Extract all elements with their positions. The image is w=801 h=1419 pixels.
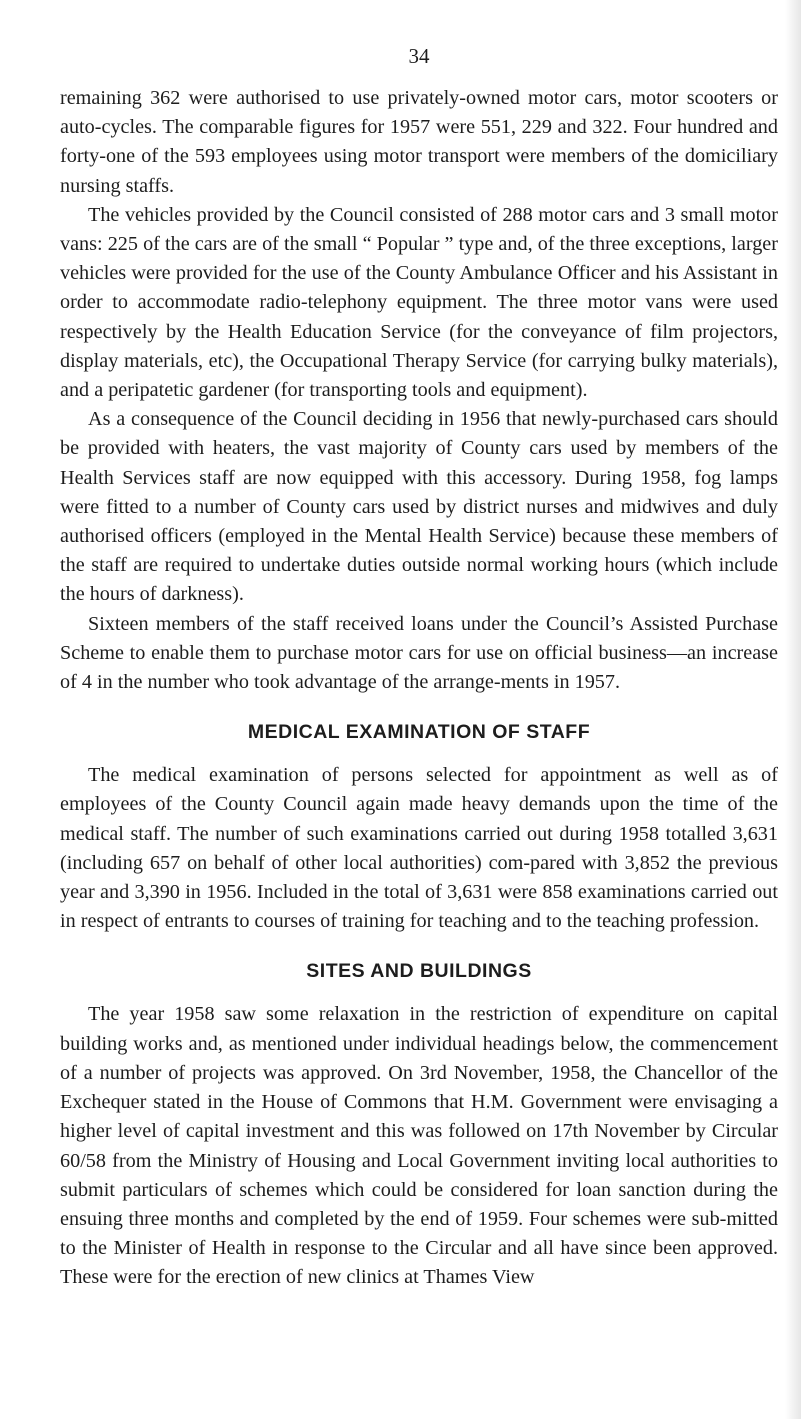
page-edge-shadow <box>785 0 801 1419</box>
paragraph-motor-transport-figures: remaining 362 were authorised to use privately-owned motor cars, motor scooters or auto-cycles. The comparable figures for 1957 were 551, 229 and 322. Four hundred and forty-one of the 593 employees using motor transport were members of the domiciliary nursing staffs. <box>60 87 778 197</box>
page-number: 34 <box>408 44 430 68</box>
heading-sites-buildings: SITES AND BUILDINGS <box>306 960 532 983</box>
paragraph-sites-buildings: The year 1958 saw some relaxation in the restriction of expenditure on capital building works and, as mentioned under individual headings below, the commencement of a number of projects was approved. On 3rd November, 1958, the Chancellor of the Exchequer stated in the House of Commons that H.M. Government were envisaging a higher level of capital investment and this was followed on 17th November by Circular 60/58 from the Ministry of Housing and Local Government inviting local authorities to submit particulars of schemes which could be considered for loan sanction during the ensuing three months and completed by the end of 1959. Four schemes were sub-mitted to the Minister of Health in response to the Circular and all have since been approved. These were for the erection of new clinics at Thames View <box>60 1003 778 1289</box>
paragraph-heaters-fog-lamps: As a consequence of the Council deciding in 1956 that newly-purchased cars should be provided with heaters, the vast majority of County cars used by members of the Health Services staff are now equipped with this accessory. During 1958, fog lamps were fitted to a number of County cars used by district nurses and midwives and duly authorised officers (employed in the Mental Health Service) because these members of the staff are required to undertake duties outside normal working hours (which include the hours of darkness). <box>60 408 778 606</box>
paragraph-medical-examination: The medical examination of persons selected for appointment as well as of employees of the County Council again made heavy demands upon the time of the medical staff. The number of such examinations carried out during 1958 totalled 3,631 (including 657 on behalf of other local authorities) com-pared with 3,852 the previous year and 3,390 in 1956. Included in the total of 3,631 were 858 examinations carried out in respect of entrants to courses of training for teaching and to the teaching profession. <box>60 764 778 933</box>
heading-medical-examination: MEDICAL EXAMINATION OF STAFF <box>247 721 591 744</box>
document-page <box>60 44 778 1293</box>
paragraph-vehicles-provided: The vehicles provided by the Council consisted of 288 motor cars and 3 small motor vans: 225 of the cars are of the small “ Popular ” type and, of the three exceptions, larger vehicles were provided for the use of the County Ambulance Officer and his Assistant in order to accommodate radio-telephony equipment. The three motor vans were used respectively by the Health Education Service (for the conveyance of film projectors, display materials, etc), the Occupational Therapy Service (for carrying bulky materials), and a peripatetic gardener (for transporting tools and equipment). <box>60 203 778 402</box>
paragraph-assisted-purchase: Sixteen members of the staff received loans under the Council’s Assisted Purchase Scheme to enable them to purchase motor cars for use on official business—an increase of 4 in the number who took advantage of the arrange-ments in 1957. <box>60 612 778 694</box>
